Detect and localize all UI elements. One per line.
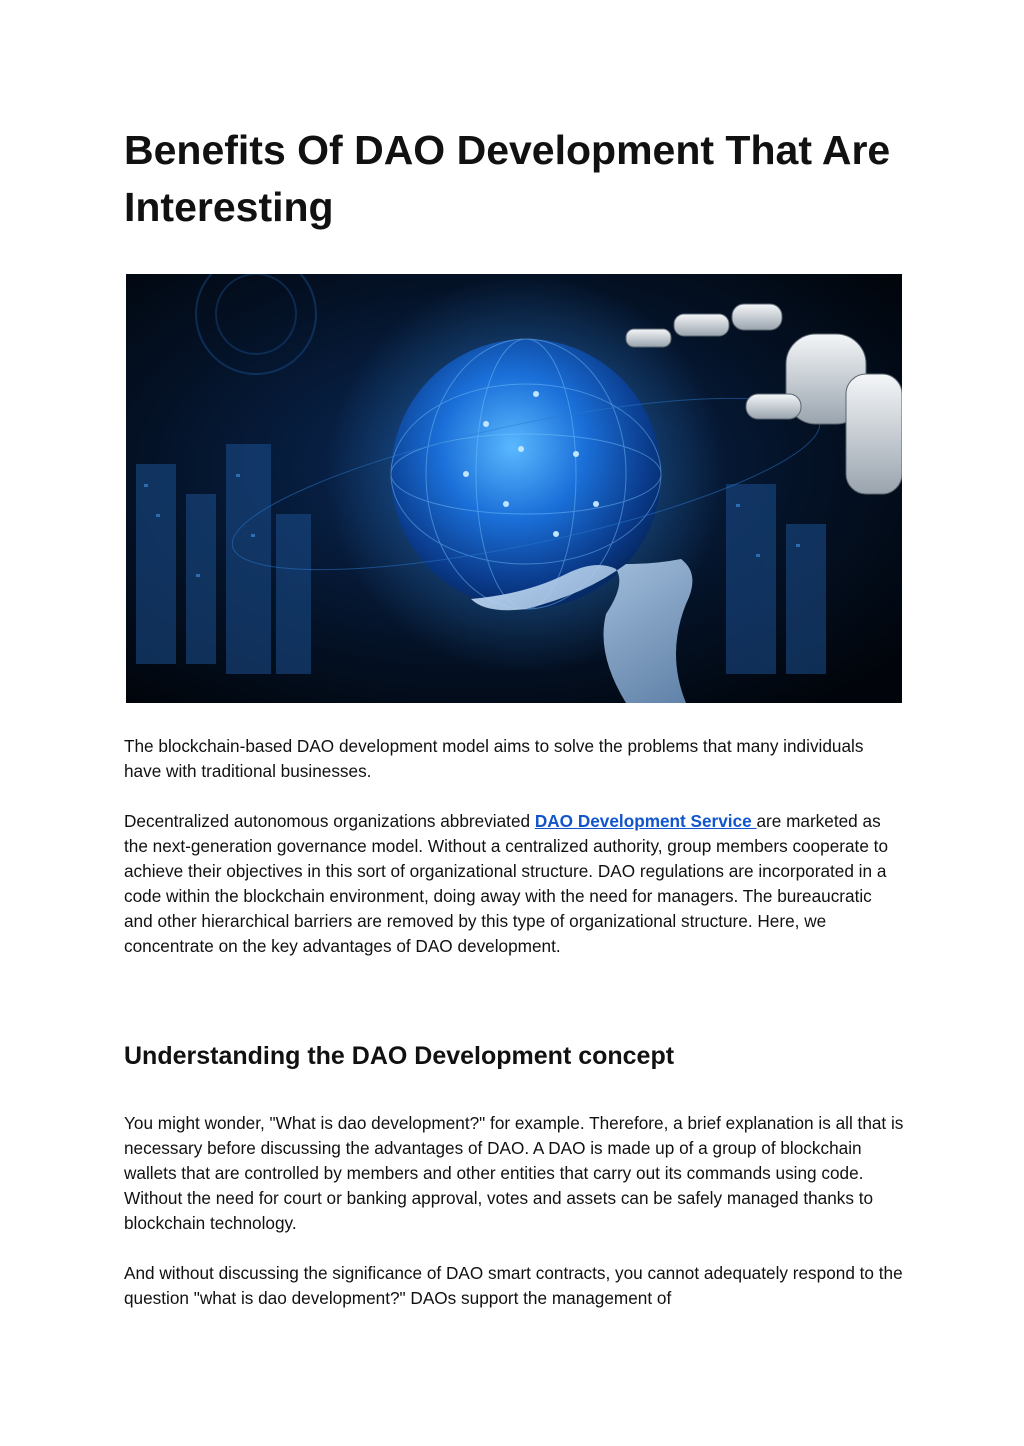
section-heading: Understanding the DAO Development concept [124,1042,675,1070]
intro-paragraph: The blockchain-based DAO development model aims to solve the problems that many individuals have with traditional businesses. [124,736,864,781]
globe-robot-hand-image [126,274,902,703]
smart-contracts-paragraph: And without discussing the significance of DAO smart contracts, you cannot adequately respond to the question "what is dao development?" DAOs support the management of [124,1263,903,1308]
concept-paragraph: You might wonder, "What is dao development?" for example. Therefore, a brief explanation is all that is necessary before discussing the advantages of DAO. A DAO is made up of a group of blockchain wallets that are controlled by members and other entities that carry out its commands using code. Without the need for court or banking approval, votes and assets can be safely managed thanks to blockchain technology. [124,1113,904,1233]
dao-development-service-link[interactable]: DAO Development Service [534,811,757,831]
dao-description-paragraph [124,809,904,959]
dao-description-before: Decentralized autonomous organizations abbreviated [124,811,535,831]
dao-description-after: are marketed as the next-generation governance model. Without a centralized authority, group members cooperate to achieve their objectives in this sort of organizational structure. DAO regulations are incorporated in a code within the blockchain environment, doing away with the need for managers. The bureaucratic and other hierarchical barriers are removed by this type of organizational structure. Here, we concentrate on the key advantages of DAO development. [124,811,889,956]
page-title: Benefits Of DAO Development That Are Interesting [124,127,891,230]
hero-image [126,274,902,703]
